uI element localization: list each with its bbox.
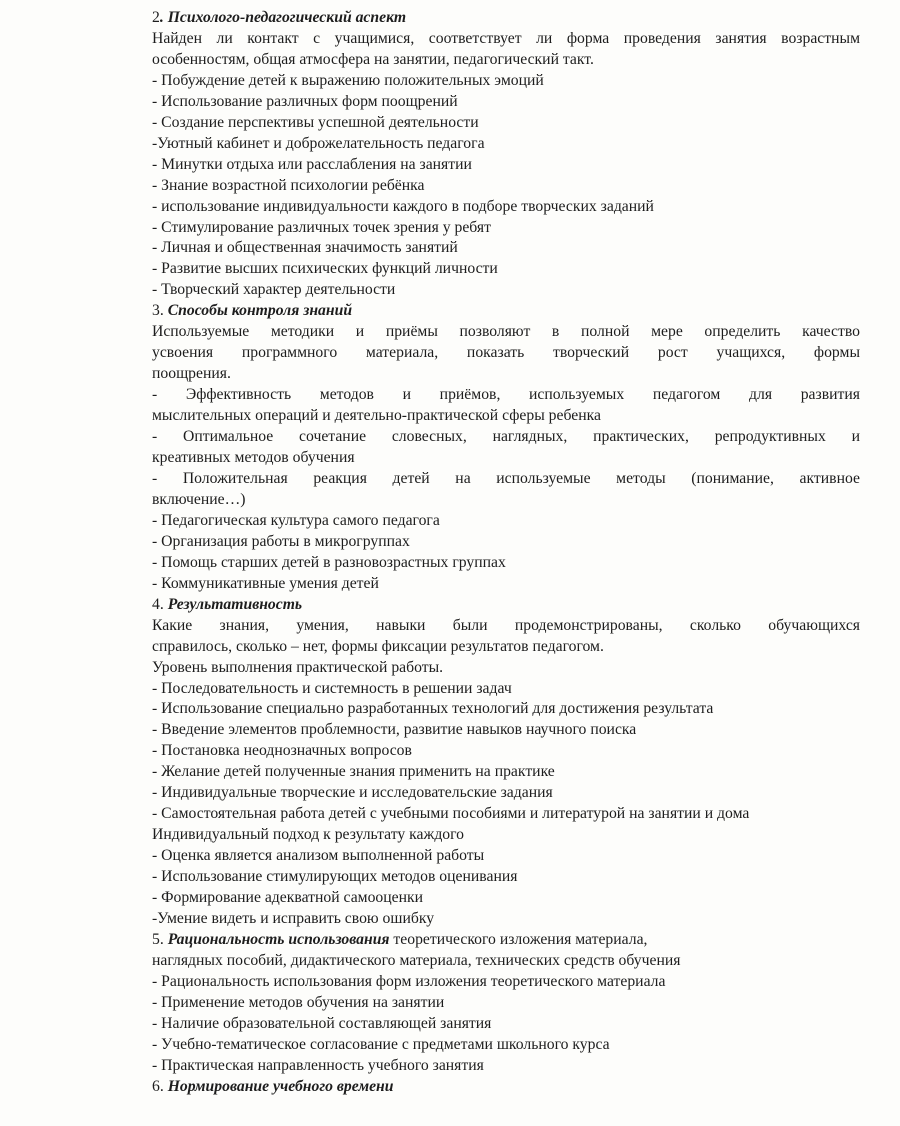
list-item: - Формирование адекватной самооценки [152,889,424,907]
section-number: 5. [152,930,168,948]
section-number: 4. [152,595,168,613]
paragraph-line: справилось, сколько – нет, формы фиксации результатов педагогом. [152,637,604,655]
list-item: - Знание возрастной психологии ребёнка [152,176,425,194]
list-item: - Желание детей полученные знания применить на практике [152,763,555,781]
list-item: - Самостоятельная работа детей с учебными пособиями и литературой на занятии и дома [152,805,750,823]
section-number: 3. [152,302,168,320]
list-item: - Использование различных форм поощрений [152,92,458,110]
list-item: - Оптимальное сочетание словесных, наглядных, практических, репродуктивных и [152,428,860,446]
section-4-heading [152,595,860,616]
section-3-heading [152,301,860,322]
list-item: - Учебно-тематическое согласование с предметами школьного курса [152,1035,610,1053]
section-title: . Психолого-педагогический аспект [159,9,407,26]
section-number: 6. [152,1077,168,1095]
list-item: - использование индивидуальности каждого в подборе творческих заданий [152,197,654,215]
list-item: - Положительная реакция детей на используемые методы (понимание, активное [152,469,860,487]
list-item-continuation: включение…) [152,490,246,508]
list-item: - Применение методов обучения на занятии [152,993,445,1011]
list-item: - Развитие высших психических функций личности [152,260,498,278]
section-title: Нормирование учебного времени [167,1077,394,1095]
list-item: - Последовательность и системность в решении задач [152,679,512,697]
section-2-heading [152,8,860,29]
list-item: - Постановка неоднозначных вопросов [152,742,412,760]
section-title: Способы контроля знаний [167,302,353,320]
list-item: - Наличие образовательной составляющей занятия [152,1014,492,1032]
subheading: Уровень выполнения практической работы. [152,658,444,676]
document-page [152,8,860,1098]
list-item-continuation: креативных методов обучения [152,449,355,467]
list-item: - Стимулирование различных точек зрения у ребят [152,218,491,236]
list-item: - Творческий характер деятельности [152,281,396,299]
section-5-heading [152,930,860,951]
section-title-rest: теоретического изложения материала, [389,930,648,948]
list-item: - Коммуникативные умения детей [152,574,379,592]
paragraph-line: наглядных пособий, дидактического материала, технических средств обучения [152,951,681,969]
list-item: - Помощь старших детей в разновозрастных группах [152,553,506,571]
list-item: - Использование стимулирующих методов оценивания [152,868,518,886]
list-item: - Рациональность использования форм изложения теоретического материала [152,972,666,990]
list-item: - Минутки отдыха или расслабления на занятии [152,155,472,173]
list-item: - Оценка является анализом выполненной работы [152,847,485,865]
section-6-heading [152,1077,860,1098]
list-item: - Создание перспективы успешной деятельности [152,113,479,131]
section-title: Результативность [167,595,303,613]
list-item: -Уютный кабинет и доброжелательность педагога [152,134,485,152]
list-item: - Введение элементов проблемности, развитие навыков научного поиска [152,721,637,739]
section-number: 2 [152,9,160,26]
paragraph-line: Найден ли контакт с учащимися, соответствует ли форма проведения занятия возрастным [152,29,860,47]
list-item: - Личная и общественная значимость занятий [152,239,458,257]
list-item: - Индивидуальные творческие и исследовательские задания [152,784,553,802]
list-item: - Эффективность методов и приёмов, используемых педагогом для развития [152,386,860,404]
paragraph-line: особенностям, общая атмосфера на занятии, педагогический такт. [152,50,594,68]
paragraph-line: Какие знания, умения, навыки были продемонстрированы, сколько обучающихся [152,616,860,634]
list-item: - Побуждение детей к выражению положительных эмоций [152,71,544,89]
list-item: - Организация работы в микрогруппах [152,532,410,550]
paragraph-line: усвоения программного материала, показать творческий рост учащихся, формы [152,344,860,362]
list-item-continuation: мыслительных операций и деятельно-практической сферы ребенка [152,407,601,425]
section-title: Рациональность использования [167,930,390,948]
paragraph-line: Используемые методики и приёмы позволяют в полной мере определить качество [152,323,860,341]
list-item: - Педагогическая культура самого педагога [152,511,440,529]
subheading: Индивидуальный подход к результату каждого [152,826,465,844]
paragraph-line: поощрения. [152,365,231,383]
list-item: -Умение видеть и исправить свою ошибку [152,909,435,927]
list-item: - Использование специально разработанных технологий для достижения результата [152,700,714,718]
list-item: - Практическая направленность учебного занятия [152,1056,484,1074]
